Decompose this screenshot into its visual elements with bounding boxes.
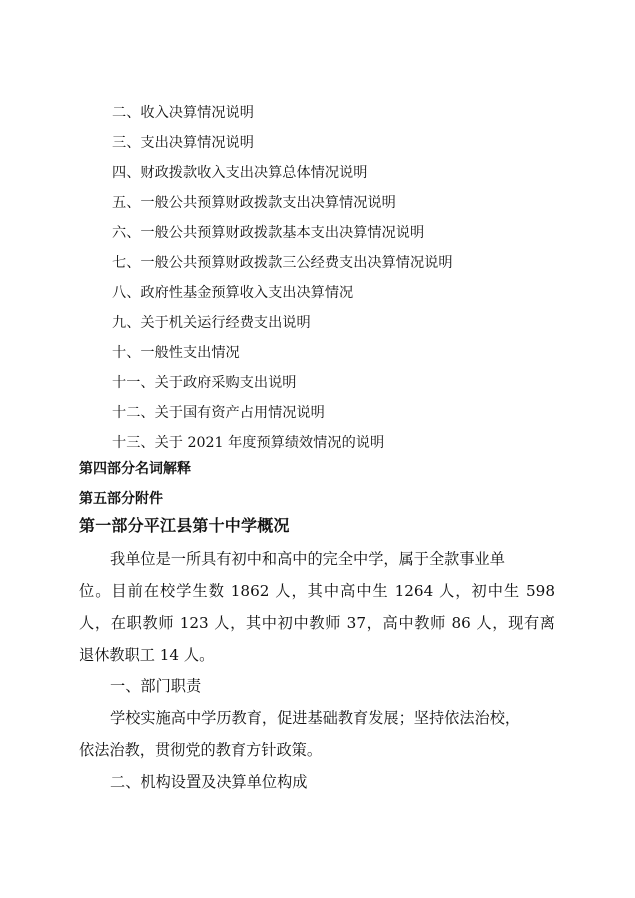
toc-item: 十一、关于政府采购支出说明 <box>112 375 297 391</box>
toc-item: 十三、关于 2021 年度预算绩效情况的说明 <box>112 435 385 451</box>
toc-item: 九、关于机关运行经费支出说明 <box>112 315 311 331</box>
section-structure-title: 二、机构设置及决算单位构成 <box>110 773 308 791</box>
paragraph-line: 学校实施高中学历教育，促进基础教育发展；坚持依法治校， <box>110 709 521 727</box>
toc-item: 八、政府性基金预算收入支出决算情况 <box>112 285 354 301</box>
toc-item: 十、一般性支出情况 <box>112 345 240 361</box>
section-duties-title: 一、部门职责 <box>110 677 202 695</box>
heading-part-five: 第五部分附件 <box>79 491 163 507</box>
toc-item: 十二、关于国有资产占用情况说明 <box>112 405 325 421</box>
table-of-contents <box>112 98 582 458</box>
paragraph-line: 依法治教，贯彻党的教育方针政策。 <box>79 741 322 759</box>
heading-part-one: 第一部分平江县第十中学概况 <box>79 516 290 535</box>
toc-item: 五、一般公共预算财政拨款支出决算情况说明 <box>112 195 396 211</box>
toc-item: 二、收入决算情况说明 <box>112 105 254 121</box>
toc-item: 七、一般公共预算财政拨款三公经费支出决算情况说明 <box>112 255 453 271</box>
duties-paragraph <box>79 702 555 766</box>
paragraph-line: 位。目前在校学生数 1862 人，其中高中生 1264 人，初中生 598 <box>79 582 555 600</box>
heading-part-four: 第四部分名词解释 <box>79 461 191 477</box>
paragraph-line: 我单位是一所具有初中和高中的完全中学，属于全款事业单 <box>110 550 505 568</box>
toc-item: 三、支出决算情况说明 <box>112 135 254 151</box>
overview-paragraph <box>79 543 555 671</box>
paragraph-line: 退休教职工 14 人。 <box>79 646 215 664</box>
paragraph-line: 人，在职教师 123 人，其中初中教师 37，高中教师 86 人，现有离 <box>79 614 555 632</box>
toc-item: 四、财政拨款收入支出决算总体情况说明 <box>112 165 368 181</box>
toc-item: 六、一般公共预算财政拨款基本支出决算情况说明 <box>112 225 425 241</box>
